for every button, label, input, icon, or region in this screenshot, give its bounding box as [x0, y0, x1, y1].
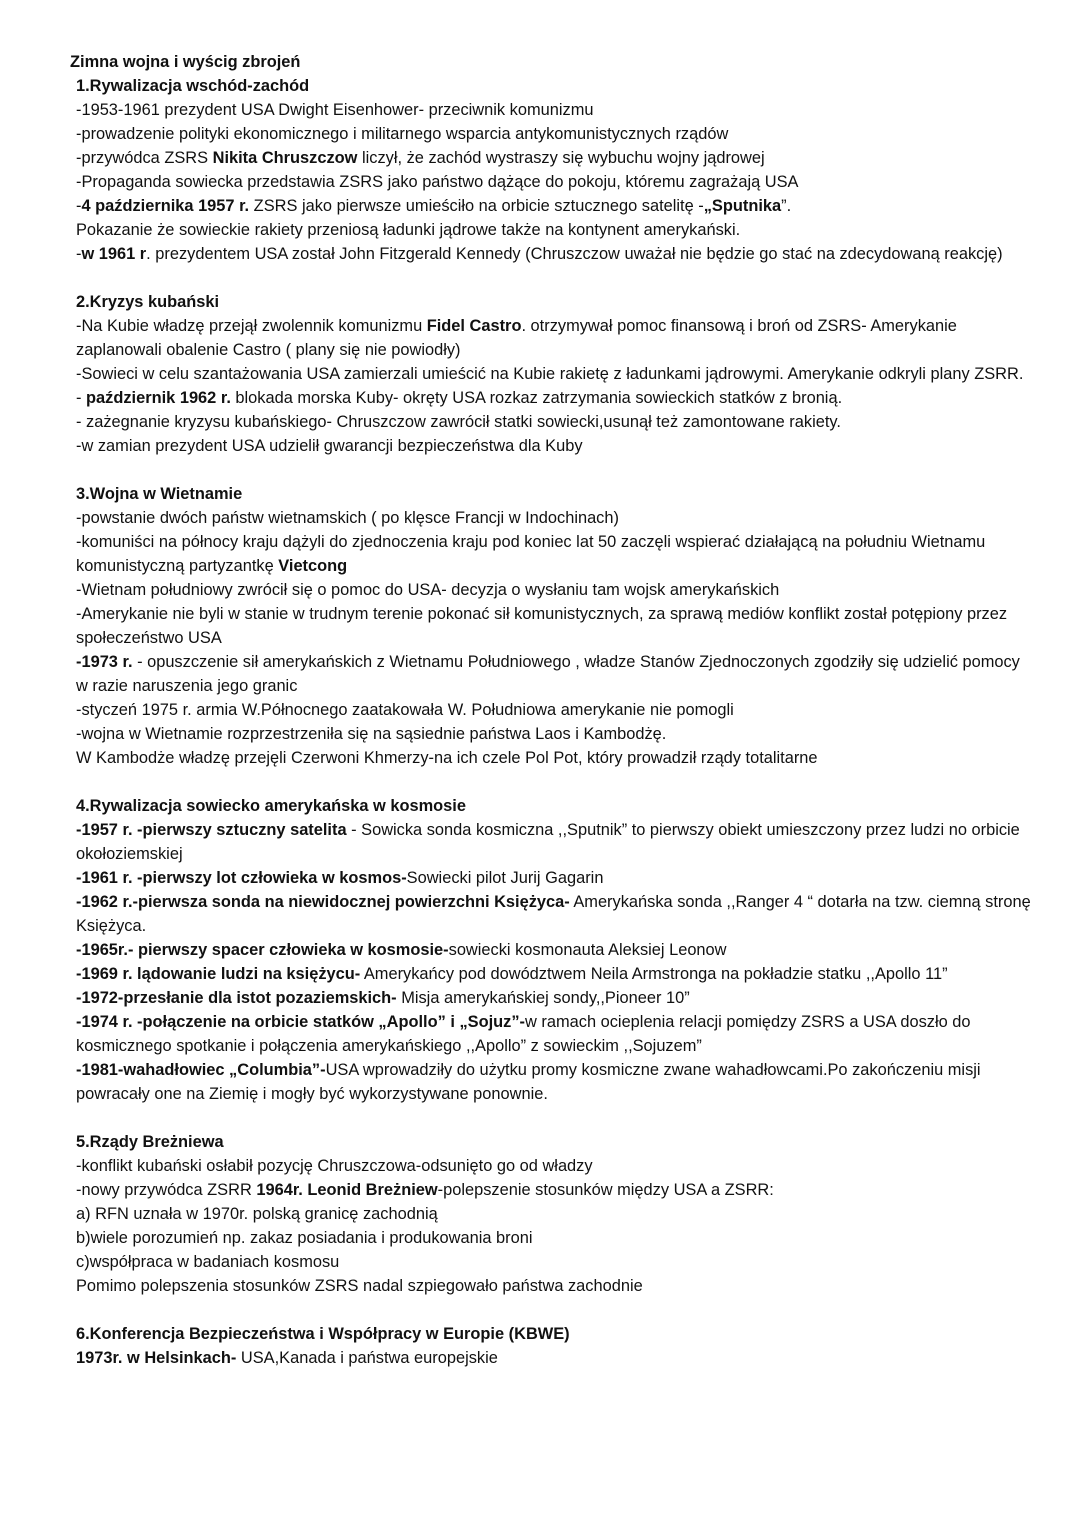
- paragraph: [76, 602, 1036, 650]
- text-run: - opuszczenie sił amerykańskich z Wietnamu Południowego , władze Stanów Zjednoczonych zgodziły się udzielić pomocy w razie naruszenia jego granic: [76, 653, 1020, 695]
- paragraph: [76, 146, 1036, 170]
- text-run: -w zamian prezydent USA udzielił gwarancji bezpieczeństwa dla Kuby: [76, 437, 583, 455]
- bold-text: -1973 r.: [76, 653, 133, 671]
- paragraph: [76, 1058, 1036, 1106]
- text-run: -Wietnam południowy zwrócił się o pomoc do USA- decyzja o wysłaniu tam wojsk amerykańskich: [76, 581, 780, 599]
- paragraph: [76, 98, 1036, 122]
- text-run: -przywódca ZSRS: [76, 149, 213, 167]
- text-run: Amerykańcy pod dowództwem Neila Armstronga na pokładzie statku ,,Apollo 11”: [360, 965, 948, 983]
- paragraph: [76, 722, 1036, 746]
- paragraph: [76, 1226, 1036, 1250]
- bold-text: -1961 r. -pierwszy lot człowieka w kosmos-: [76, 869, 407, 887]
- text-run: liczył, że zachód wystraszy się wybuchu wojny jądrowej: [357, 149, 765, 167]
- text-run: b)wiele porozumień np. zakaz posiadania i produkowania broni: [76, 1229, 533, 1247]
- bold-text: 1973r. w Helsinkach-: [76, 1349, 237, 1367]
- bold-text: -1965r.- pierwszy spacer człowieka w kosmosie-: [76, 941, 449, 959]
- paragraph: [76, 1274, 1036, 1298]
- section-2: [76, 290, 1036, 458]
- section-heading: 2.Kryzys kubański: [76, 293, 220, 311]
- paragraph: [76, 986, 1036, 1010]
- paragraph: [76, 362, 1036, 386]
- text-run: Pomimo polepszenia stosunków ZSRS nadal szpiegowało państwa zachodnie: [76, 1277, 643, 1295]
- text-run: -Na Kubie władzę przejął zwolennik komunizmu: [76, 317, 427, 335]
- text-run: - Sowicka sonda kosmiczna ,,Sputnik” to pierwszy obiekt umieszczony przez ludzi no orbicie okołoziemskiej: [76, 821, 1020, 863]
- paragraph: [76, 434, 1036, 458]
- paragraph: [76, 890, 1036, 938]
- text-run: USA wprowadziły do użytku promy kosmiczne zwane wahadłowcami.Po zakończeniu misji powracały one na Ziemię i mogły być wykorzystywane ponownie.: [76, 1061, 981, 1103]
- text-run: w ramach ocieplenia relacji pomiędzy ZSRS a USA doszło do kosmicznego spotkanie i połączenia amerykańskiego ,,Apollo” z sowieckim ,,Sojuzem”: [76, 1013, 971, 1055]
- paragraph: [76, 578, 1036, 602]
- text-run: -polepszenie stosunków między USA a ZSRR:: [437, 1181, 774, 1199]
- text-run: -1953-1961 prezydent USA Dwight Eisenhower- przeciwnik komunizmu: [76, 101, 594, 119]
- paragraph: [76, 170, 1036, 194]
- paragraph: [76, 122, 1036, 146]
- text-run: . otrzymywał pomoc finansową i broń od ZSRS- Amerykanie zaplanowali obalenie Castro ( plany się nie powiodły): [76, 317, 957, 359]
- bold-text: Vietcong: [278, 557, 348, 575]
- text-run: ZSRS jako pierwsze umieściło na orbicie sztucznego satelitę -: [249, 197, 704, 215]
- text-run: Misja amerykańskiej sondy,,Pioneer 10”: [396, 989, 690, 1007]
- text-run: sowiecki kosmonauta Aleksiej Leonow: [448, 941, 727, 959]
- paragraph: [76, 650, 1036, 698]
- paragraph: [76, 1250, 1036, 1274]
- text-run: Sowiecki pilot Jurij Gagarin: [406, 869, 604, 887]
- text-run: c)współpraca w badaniach kosmosu: [76, 1253, 340, 1271]
- section-1: [76, 74, 1036, 266]
- bold-text: w 1961 r: [81, 245, 147, 263]
- bold-text: -1962 r.-pierwsza sonda na niewidocznej powierzchni Księżyca-: [76, 893, 570, 911]
- paragraph: [76, 818, 1036, 866]
- paragraph: [76, 1154, 1036, 1178]
- paragraph: [76, 1010, 1036, 1058]
- paragraph: [76, 242, 1036, 266]
- paragraph: [76, 314, 1036, 362]
- bold-text: Nikita Chruszczow: [212, 149, 358, 167]
- section-heading: 4.Rywalizacja sowiecko amerykańska w kosmosie: [76, 797, 466, 815]
- text-run: -komuniści na północy kraju dążyli do zjednoczenia kraju pod koniec lat 50 zaczęli wspierać działającą na południu Wietnamu komunistyczną partyzantkę: [76, 533, 986, 575]
- section-heading: 1.Rywalizacja wschód-zachód: [76, 77, 310, 95]
- sections: [76, 74, 1036, 1370]
- text-run: Pokazanie że sowieckie rakiety przeniosą ładunki jądrowe także na kontynent amerykański.: [76, 221, 741, 239]
- text-run: -: [76, 389, 87, 407]
- paragraph: [76, 698, 1036, 722]
- paragraph: [76, 1202, 1036, 1226]
- text-run: -prowadzenie polityki ekonomicznego i militarnego wsparcia antykomunistycznych rządów: [76, 125, 729, 143]
- paragraph: [76, 938, 1036, 962]
- text-run: -Sowieci w celu szantażowania USA zamierzali umieścić na Kubie rakietę z ładunkami jądrowymi. Amerykanie odkryli plany ZSRR.: [76, 365, 1024, 383]
- bold-text: -1972-przesłanie dla istot pozaziemskich-: [76, 989, 397, 1007]
- section-heading: 5.Rządy Breżniewa: [76, 1133, 224, 1151]
- text-run: Amerykańska sonda ,,Ranger 4 “ dotarła na tzw. ciemną stronę Księżyca.: [76, 893, 1031, 935]
- section-heading: 6.Konferencja Bezpieczeństwa i Współpracy w Europie (KBWE): [76, 1325, 570, 1343]
- bold-text: -1974 r. -połączenie na orbicie statków „Apollo” i „Sojuz”-: [76, 1013, 526, 1031]
- section-5: [76, 1130, 1036, 1298]
- text-run: -wojna w Wietnamie rozprzestrzeniła się na sąsiednie państwa Laos i Kambodżę.: [76, 725, 667, 743]
- bold-text: -1969 r. lądowanie ludzi na księżycu-: [76, 965, 361, 983]
- paragraph: [76, 506, 1036, 530]
- paragraph: [76, 530, 1036, 578]
- paragraph: [76, 746, 1036, 770]
- text-run: blokada morska Kuby- okręty USA rozkaz zatrzymania sowieckich statków z bronią.: [230, 389, 843, 407]
- paragraph: [76, 218, 1036, 242]
- text-run: USA,Kanada i państwa europejskie: [236, 1349, 498, 1367]
- paragraph: [76, 386, 1036, 410]
- text-run: -Amerykanie nie byli w stanie w trudnym terenie pokonać sił komunistycznych, za sprawą mediów konflikt został potępiony przez społeczeństwo USA: [76, 605, 1008, 647]
- bold-text: -1957 r. -pierwszy sztuczny satelita: [76, 821, 347, 839]
- section-6: [76, 1322, 1036, 1370]
- text-run: -: [76, 245, 82, 263]
- text-run: - zażegnanie kryzysu kubańskiego- Chruszczow zawrócił statki sowiecki,usunął też zamontowane rakiety.: [76, 413, 841, 431]
- text-run: W Kambodże władzę przejęli Czerwoni Khmerzy-na ich czele Pol Pot, który prowadził rządy totalitarne: [76, 749, 818, 767]
- text-run: a) RFN uznała w 1970r. polską granicę zachodnią: [76, 1205, 438, 1223]
- section-heading: 3.Wojna w Wietnamie: [76, 485, 243, 503]
- text-run: -nowy przywódca ZSRR: [76, 1181, 257, 1199]
- paragraph: [76, 1178, 1036, 1202]
- text-run: ”.: [781, 197, 792, 215]
- paragraph: [76, 866, 1036, 890]
- text-run: -styczeń 1975 r. armia W.Północnego zaatakowała W. Południowa amerykanie nie pomogli: [76, 701, 734, 719]
- bold-text: październik 1962 r.: [86, 389, 231, 407]
- bold-text: Fidel Castro: [426, 317, 522, 335]
- paragraph: [76, 410, 1036, 434]
- bold-text: 1964r. Leonid Breżniew: [256, 1181, 438, 1199]
- text-run: . prezydentem USA został John Fitzgerald Kennedy (Chruszczow uważał nie będzie go stać na zdecydowaną reakcję): [146, 245, 1003, 263]
- text-run: -powstanie dwóch państw wietnamskich ( po klęsce Francji w Indochinach): [76, 509, 619, 527]
- paragraph: [76, 962, 1036, 986]
- bold-text: „Sputnika: [703, 197, 782, 215]
- text-run: -konflikt kubański osłabił pozycję Chruszczowa-odsunięto go od władzy: [76, 1157, 593, 1175]
- document: [70, 50, 1036, 1370]
- section-4: [76, 794, 1036, 1106]
- section-3: [76, 482, 1036, 770]
- paragraph: [76, 194, 1036, 218]
- bold-text: 4 października 1957 r.: [81, 197, 250, 215]
- bold-text: -1981-wahadłowiec „Columbia”-: [76, 1061, 326, 1079]
- text-run: -Propaganda sowiecka przedstawia ZSRS jako państwo dążące do pokoju, któremu zagrażają USA: [76, 173, 799, 191]
- document-title: Zimna wojna i wyścig zbrojeń: [70, 53, 301, 71]
- paragraph: [76, 1346, 1036, 1370]
- text-run: -: [76, 197, 82, 215]
